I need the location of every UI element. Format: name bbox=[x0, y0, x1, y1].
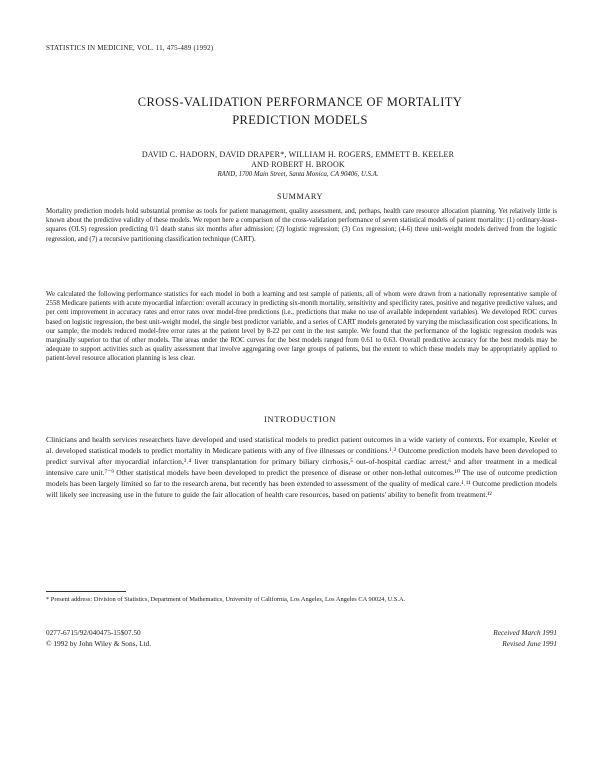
article-code: 0277-6715/92/040475-15$07.50 bbox=[46, 628, 141, 637]
author-list bbox=[48, 150, 548, 170]
revised-date: Revised June 1991 bbox=[502, 639, 557, 648]
authors-line-2: AND ROBERT H. BROOK bbox=[251, 160, 345, 169]
copyright: © 1992 by John Wiley & Sons, Ltd. bbox=[46, 639, 152, 648]
summary-heading: SUMMARY bbox=[276, 192, 324, 201]
title-line-1: CROSS-VALIDATION PERFORMANCE OF MORTALITY bbox=[137, 95, 463, 109]
summary-paragraph-2: We calculated the following performance statistics for each model in both a learning and test sample of patients, all of whom were drawn from a nationally representative sample of 2558 Medicare patients with acute myocardial infarction: overall accuracy in predicting six-month mortality, sensitivity and specificity rates, positive and negative predictive values, and per cent improvement in accuracy rates and error rates over model-free predictions (i.e., predictions that make no use of available independent variables). We developed ROC curves based on logistic regression, the best unit-weight model, the single best predictor variable, and a series of CART models generated by varying the misclassification cost specifications. In our sample, the models reduced model-free error rates at the patient level by 8-22 per cent in the test sample. We found that the performance of the logistic regression models was marginally superior to that of other models. The areas under the ROC curves for the best models ranged from 0.61 to 0.63. Overall predictive accuracy for the best models may be adequate to support activities such as quality assessment that involve aggregating over large groups of patients, but the extent to which these models may be appropriately applied to patient-level resource allocation planning is less clear. bbox=[46, 291, 557, 363]
publication-code-block bbox=[46, 627, 151, 649]
received-dates bbox=[493, 627, 557, 649]
footnote: * Present address: Division of Statistics, Department of Mathematics, University of California, Los Angeles, Los Angeles CA 90024, U.S.A. bbox=[46, 596, 406, 603]
article-title bbox=[60, 93, 540, 129]
running-head: STATISTICS IN MEDICINE, VOL. 11, 475-489 (1992) bbox=[46, 44, 214, 52]
received-date: Received March 1991 bbox=[493, 628, 557, 637]
title-line-2: PREDICTION MODELS bbox=[232, 113, 368, 127]
introduction-heading: INTRODUCTION bbox=[263, 414, 337, 424]
affiliation: RAND, 1700 Main Street, Santa Monica, CA 90406, U.S.A. bbox=[217, 171, 379, 178]
authors-line-1: DAVID C. HADORN, DAVID DRAPER*, WILLIAM H. ROGERS, EMMETT B. KEELER bbox=[141, 150, 455, 159]
introduction-paragraph-1: Clinicians and health services researchers have developed and used statistical models to predict patient outcomes in a wide variety of contexts. For example, Keeler et al. developed statistical models to predict mortality in Medicare patients with any of five illnesses or conditions.¹˒² Outcome prediction models have been developed to predict survival after myocardial infarction,³˒⁴ liver transplantation for primary biliary cirrhosis,⁵ out-of-hospital cardiac arrest,⁶ and after treatment in a medical intensive care unit.⁷⁻⁹ Other statistical models have been developed to predict the presence of disease or other non-lethal outcomes.¹⁰ The use of outcome prediction models has been largely limited so far to the research arena, but recently has been extended to assessment of the quality of medical care.¹˒¹¹ Outcome prediction models will likely see increasing use in the future to guide the fair allocation of health care resources, based on patients' ability to benefit from treatment.¹² bbox=[46, 435, 557, 499]
footnote-rule bbox=[46, 591, 126, 592]
summary-paragraph-1: Mortality prediction models hold substantial promise as tools for patient management, quality assessment, and, perhaps, health care resource allocation planning. Yet relatively little is known about the predictive validity of these models. We report here a comparison of the cross-validation performance of seven statistical models of patient mortality: (1) ordinary-least-squares (OLS) regression predicting 0/1 death status six months after admission; (2) logistic regression; (3) Cox regression; (4-6) three unit-weight models derived from the logistic regression, and (7) a recursive partitioning classification technique (CART). bbox=[46, 208, 557, 243]
